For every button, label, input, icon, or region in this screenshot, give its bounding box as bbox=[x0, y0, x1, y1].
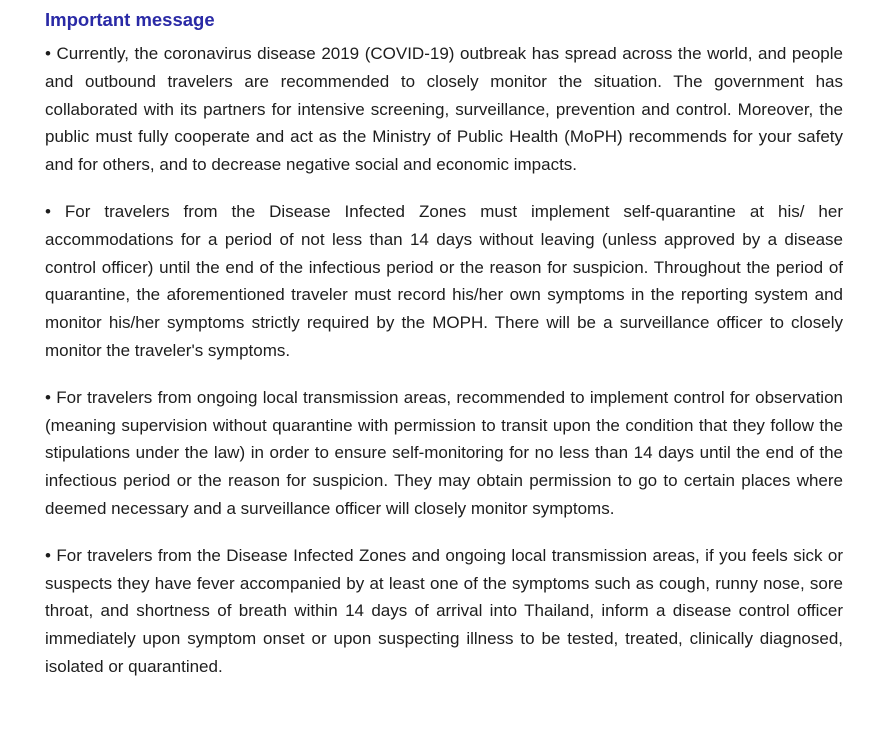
message-paragraph-4: • For travelers from the Disease Infected Zones and ongoing local transmission areas, if you feels sick or suspects they have fever accompanied by at least one of the symptoms such as cough, runny nose, sore throat, and shortness of breath within 14 days of arrival into Thailand, inform a disease control officer immediately upon symptom onset or upon suspecting illness to be tested, treated, clinically diagnosed, isolated or quarantined. bbox=[45, 545, 843, 676]
message-paragraph-1: • Currently, the coronavirus disease 2019 (COVID-19) outbreak has spread across the world, and people and outbound travelers are recommended to closely monitor the situation. The government has collaborated with its partners for intensive screening, surveillance, prevention and control. Moreover, the public must fully cooperate and act as the Ministry of Public Health (MoPH) recommends for your safety and for others, and to decrease negative social and economic impacts. bbox=[45, 44, 843, 175]
message-paragraph-2: • For travelers from the Disease Infected Zones must implement self-quarantine at his/ her accommodations for a period of not less than 14 days without leaving (unless approved by a disease control officer) until the end of the infectious period or the reason for suspicion. Throughout the period of quarantine, the aforementioned traveler must record his/her own symptoms in the reporting system and monitor his/her symptoms strictly required by the MOPH. There will be a surveillance officer to closely monitor the traveler's symptoms. bbox=[45, 201, 843, 360]
message-title: Important message bbox=[45, 9, 215, 30]
message-paragraph-3: • For travelers from ongoing local transmission areas, recommended to implement control for observation (meaning supervision without quarantine with permission to transit upon the condition that they follow the stipulations under the law) in order to ensure self-monitoring for no less than 14 days until the end of the infectious period or the reason for suspicion. They may obtain permission to go to certain places where deemed necessary and a surveillance officer will closely monitor symptoms. bbox=[45, 387, 843, 518]
